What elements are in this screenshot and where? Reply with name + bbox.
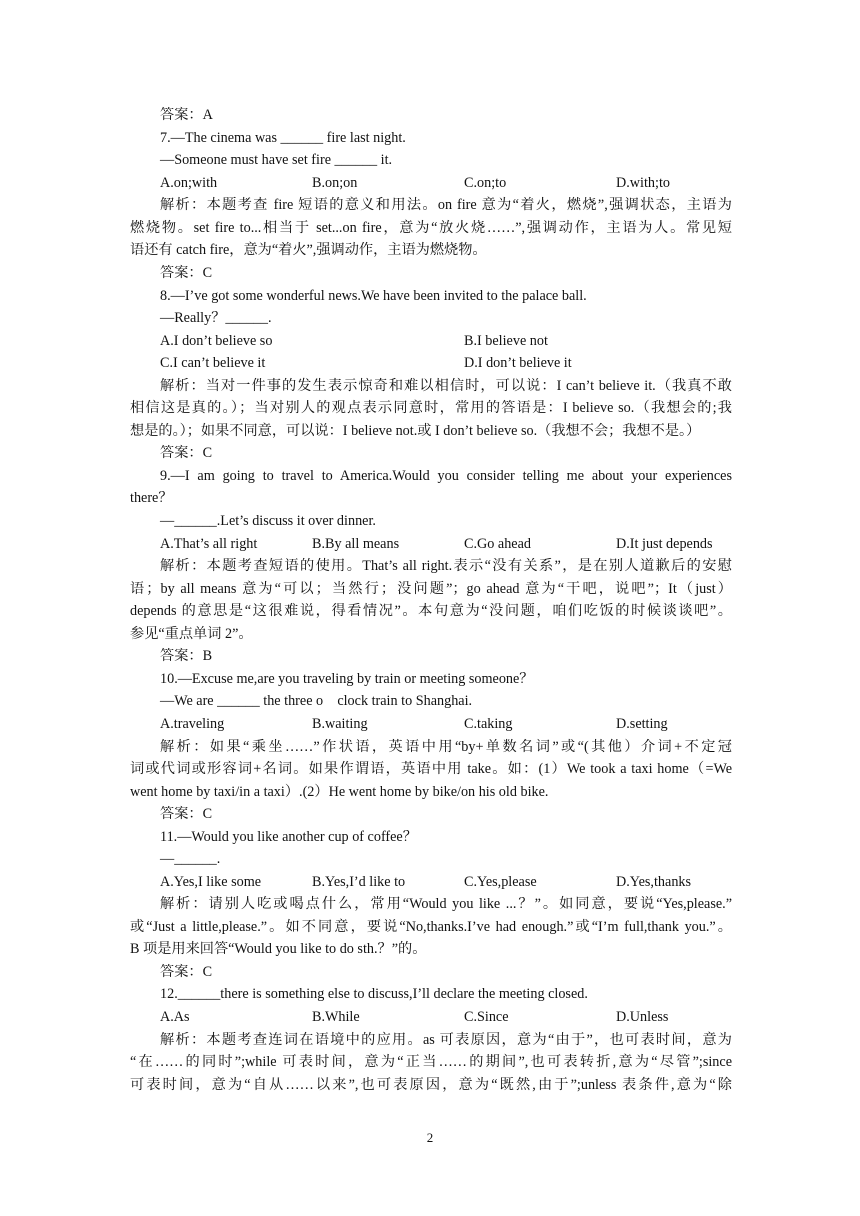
option-d: D.It just depends [616, 536, 713, 552]
option-a: A.on;with [160, 175, 218, 191]
question-12: 12.______there is something else to discuss,I’ll declare the meeting closed. [160, 986, 588, 1002]
explanation-line: 或“Just a little,please.”。如不同意，要说“No,thanks.I’ve had enough.”或“I’m full,thank you.”。 [130, 919, 732, 935]
explanation-line: 燃烧物。set fire to...相当于 set...on fire，意为“放火烧……”,强调动作，主语为人。常见短 [130, 220, 732, 236]
options-row [160, 713, 732, 735]
explanation-line: 解析：本题考查 fire 短语的意义和用法。on fire 意为“着火，燃烧”,强调状态，主语为 [160, 197, 732, 213]
option-d: D.I don’t believe it [464, 355, 572, 371]
option-c: C.Yes,please [464, 874, 537, 890]
explanation-line: B 项是用来回答“Would you like to do sth.？”的。 [130, 941, 427, 957]
option-b: B.By all means [312, 536, 400, 552]
answer-line: 答案：C [160, 806, 213, 822]
question-line: —______. [160, 851, 221, 867]
question-line: —We are ______ the three o clock train to Shanghai. [160, 693, 473, 709]
explanation-line: 语还有 catch fire，意为“着火”,强调动作，主语为燃烧物。 [130, 242, 487, 258]
explanation-line: 解析：本题考查短语的使用。That’s all right.表示“没有关系”，是在别人道歉后的安慰 [160, 558, 732, 574]
explanation-line: 语；by all means 意为“可以；当然行；没问题”；go ahead 意为“干吧，说吧”；It（just） [130, 581, 732, 597]
option-b: B.on;on [312, 175, 358, 191]
question-11: 11.—Would you like another cup of coffee？ [160, 829, 417, 845]
explanation-line: 解析：当对一件事的发生表示惊奇和难以相信时，可以说：I can’t believe it.（我真不敢 [160, 378, 732, 394]
explanation-line: 可表时间，意为“自从……以来”,也可表原因，意为“既然,由于”;unless 表条件,意为“除 [130, 1077, 732, 1093]
explanation-line: “在……的同时”;while 可表时间，意为“正当……的期间”,也可表转折,意为“尽管”;since [130, 1054, 732, 1070]
question-9: 9.—I am going to travel to America.Would you consider telling me about your experiences [160, 468, 732, 484]
answer-line: 答案：C [160, 445, 213, 461]
explanation-line: 想是的。）；如果不同意，可以说：I believe not.或 I don’t believe so.（我想不会；我想不是。） [130, 423, 701, 439]
option-d: D.setting [616, 716, 668, 732]
option-c: C.Since [464, 1009, 509, 1025]
question-10: 10.—Excuse me,are you traveling by train or meeting someone？ [160, 671, 534, 687]
answer-line: 答案：A [160, 107, 213, 123]
question-line: there？ [130, 490, 173, 506]
explanation-line: 解析：请别人吃或喝点什么，常用“Would you like ...？”。如同意，要说“Yes,please.” [160, 896, 732, 912]
question-line: —Someone must have set fire ______ it. [160, 152, 393, 168]
option-b: B.I believe not [464, 333, 548, 349]
option-b: B.Yes,I’d like to [312, 874, 406, 890]
option-a: A.Yes,I like some [160, 874, 262, 890]
option-a: A.That’s all right [160, 536, 258, 552]
question-line: —Really？______. [160, 310, 272, 326]
option-c: C.Go ahead [464, 536, 531, 552]
options-row [160, 352, 732, 374]
explanation-line: 解析：如果“乘坐……”作状语，英语中用“by+单数名词”或“(其他）介词+不定冠 [160, 739, 732, 755]
options-row [160, 533, 732, 555]
explanation-line: 相信这是真的。）；当对别人的观点表示同意时，常用的答语是：I believe so.（我想会的;我 [130, 400, 732, 416]
question-8: 8.—I’ve got some wonderful news.We have been invited to the palace ball. [160, 288, 587, 304]
option-b: B.While [312, 1009, 360, 1025]
options-row [160, 172, 732, 194]
question-line: —______.Let’s discuss it over dinner. [160, 513, 376, 529]
option-b: B.waiting [312, 716, 368, 732]
option-a: A.As [160, 1009, 190, 1025]
option-d: D.with;to [616, 175, 670, 191]
option-a: A.traveling [160, 716, 225, 732]
answer-line: 答案：C [160, 964, 213, 980]
option-d: D.Unless [616, 1009, 669, 1025]
explanation-line: depends 的意思是“这很难说，得看情况”。本句意为“没问题，咱们吃饭的时候谈谈吧”。 [130, 603, 732, 619]
option-c: C.I can’t believe it [160, 355, 266, 371]
explanation-line: went home by taxi/in a taxi）.(2）He went home by bike/on his old bike. [130, 784, 549, 800]
answer-line: 答案：B [160, 648, 213, 664]
question-7: 7.—The cinema was ______ fire last night. [160, 130, 406, 146]
option-d: D.Yes,thanks [616, 874, 692, 890]
page-number: 2 [426, 1130, 434, 1145]
answer-line: 答案：C [160, 265, 213, 281]
option-a: A.I don’t believe so [160, 333, 273, 349]
explanation-line: 解析：本题考查连词在语境中的应用。as 可表原因，意为“由于”，也可表时间，意为 [160, 1032, 732, 1048]
option-c: C.taking [464, 716, 513, 732]
option-c: C.on;to [464, 175, 507, 191]
explanation-line: 词或代词或形容词+名词。如果作谓语，英语中用 take。如：(1）We took a taxi home（=We [130, 761, 732, 777]
explanation-line: 参见“重点单词 2”。 [130, 626, 253, 642]
options-row [160, 330, 732, 352]
options-row [160, 1006, 732, 1028]
options-row [160, 871, 732, 893]
